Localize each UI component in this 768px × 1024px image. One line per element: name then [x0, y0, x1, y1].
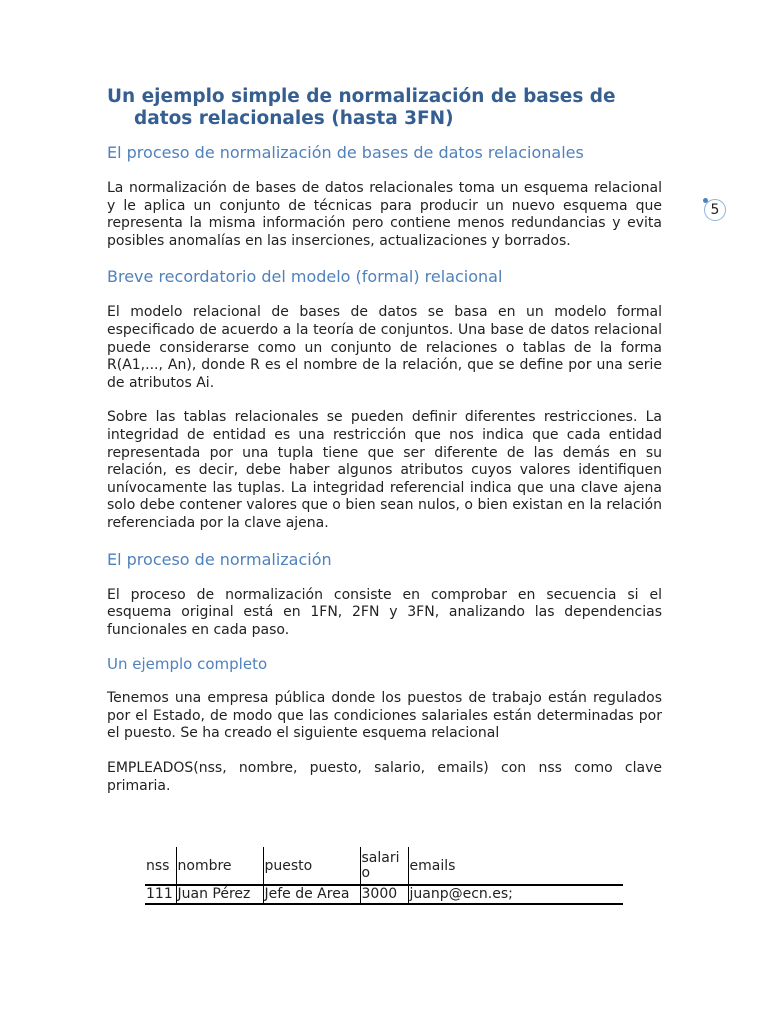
section-heading-proceso-normalizacion: El proceso de normalización	[107, 549, 332, 569]
empleados-table-wrapper	[145, 847, 623, 905]
paragraph: EMPLEADOS(nss, nombre, puesto, salario, emails) con nss como clave primaria.	[107, 760, 662, 794]
table-row	[145, 885, 623, 904]
paragraph: Sobre las tablas relacionales se pueden definir diferentes restricciones. La integridad de entidad es una restricción que nos indica que cada entidad representada por una tupla tiene que ser diferente de las demás en su relación, es decir, debe haber algunos atributos cuyos valores identifiquen unívocamente las tuplas. La integridad referencial indica que una clave ajena solo debe contener valores que o bien sean nulos, o bien existan en la relación referenciada por la clave ajena.	[107, 409, 662, 531]
document-title: Un ejemplo simple de normalización de bases de datos relacionales (hasta 3FN)	[107, 86, 616, 129]
table-cell: Jefe de Area	[263, 885, 360, 904]
section-heading-ejemplo-completo: Un ejemplo completo	[107, 655, 268, 674]
document-body	[107, 86, 662, 795]
paragraph: La normalización de bases de datos relacionales toma un esquema relacional y le aplica un conjunto de técnicas para producir un nuevo esquema que representa la misma información pero contiene menos redundancias y evita posibles anomalías en las inserciones, actualizaciones y borrados.	[107, 180, 662, 249]
paragraph: El modelo relacional de bases de datos se basa en un modelo formal especificado de acuerdo a la teoría de conjuntos. Una base de datos relacional puede considerarse como un conjunto de relaciones o tablas de la forma R(A1,..., An), donde R es el nombre de la relación, que se define por una serie de atributos Ai.	[107, 304, 662, 391]
table-cell: Juan Pérez	[176, 885, 263, 904]
empleados-table	[145, 847, 623, 905]
table-header-cell: nss	[145, 847, 176, 885]
table-cell: juanp@ecn.es;	[408, 885, 623, 904]
section-heading-normalizacion-bd: El proceso de normalización de bases de datos relacionales	[107, 143, 584, 162]
paragraph: Tenemos una empresa pública donde los puestos de trabajo están regulados por el Estado, de modo que las condiciones salariales están determinadas por el puesto. Se ha creado el siguiente esquema relacional	[107, 690, 662, 742]
table-header-cell: nombre	[176, 847, 263, 885]
paragraph: El proceso de normalización consiste en comprobar en secuencia si el esquema original está en 1FN, 2FN y 3FN, analizando las dependencias funcionales en cada paso.	[107, 586, 662, 638]
section-heading-modelo-relacional: Breve recordatorio del modelo (formal) relacional	[107, 267, 503, 287]
table-header-cell: salario	[360, 847, 408, 885]
page-number-badge: 5	[704, 199, 726, 221]
table-cell: 3000	[360, 885, 408, 904]
table-header-row	[145, 847, 623, 885]
table-header-cell: puesto	[263, 847, 360, 885]
table-cell: 111	[145, 885, 176, 904]
table-header-cell: emails	[408, 847, 623, 885]
